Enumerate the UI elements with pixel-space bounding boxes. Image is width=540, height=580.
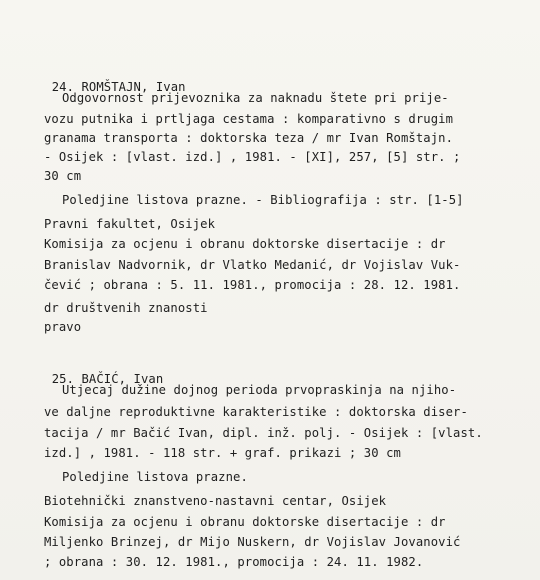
- entry-number: 24.: [51, 80, 75, 94]
- entry-institution-line: Branislav Nadvornik, dr Vlatko Medanić, dr Vojislav Vuk-: [44, 258, 461, 272]
- entry-text-line: izd.] , 1981. - 118 str. + graf. prikazi ; 30 cm: [44, 446, 401, 460]
- entry-text-line: vozu putnika i prtljaga cestama : komparativno s drugim: [44, 112, 454, 126]
- entry-institution-line: čević ; obrana : 5. 11. 1981., promocija : 28. 12. 1981.: [44, 278, 461, 292]
- entry-institution-line: Miljenko Brinzej, dr Mijo Nuskern, dr Vojislav Jovanović: [44, 535, 461, 549]
- entry-field-line: pravo: [44, 320, 82, 334]
- entry-institution-line: Komisija za ocjenu i obranu doktorske disertacije : dr: [44, 515, 446, 529]
- entry-text-line: Odgovornost prijevoznika za naknadu štete pri prije-: [62, 91, 449, 105]
- entry-text-line: ve daljne reproduktivne karakteristike : doktorska diser-: [44, 405, 468, 419]
- entry-note: Poledjine listova prazne.: [62, 470, 248, 484]
- entry-text-line: 30 cm: [44, 169, 82, 183]
- entry-institution-line: Biotehnički znanstveno-nastavni centar, Osijek: [44, 494, 387, 508]
- entry-institution-line: Komisija za ocjenu i obranu doktorske disertacije : dr: [44, 237, 446, 251]
- entry-note: Poledjine listova prazne. - Bibliografija : str. [1-5]: [62, 193, 464, 207]
- entry-institution-line: ; obrana : 30. 12. 1981., promocija : 24. 11. 1982.: [44, 555, 424, 569]
- entry-author: BAČIĆ, Ivan: [81, 372, 164, 386]
- entry-text-line: granama transporta : doktorska teza / mr Ivan Romštajn.: [44, 131, 454, 145]
- entry-text-line: - Osijek : [vlast. izd.] , 1981. - [XI], 257, [5] str. ;: [44, 150, 461, 164]
- entry-number: 25.: [51, 372, 75, 386]
- entry-author: ROMŠTAJN, Ivan: [81, 80, 186, 94]
- entry-field-line: dr društvenih znanosti: [44, 301, 208, 315]
- entry-institution-line: Pravni fakultet, Osijek: [44, 217, 216, 231]
- entry-text-line: Utjecaj dužine dojnog perioda prvopraskinja na njiho-: [62, 383, 457, 397]
- entry-text-line: tacija / mr Bačić Ivan, dipl. inž. polj. - Osijek : [vlast.: [44, 426, 483, 440]
